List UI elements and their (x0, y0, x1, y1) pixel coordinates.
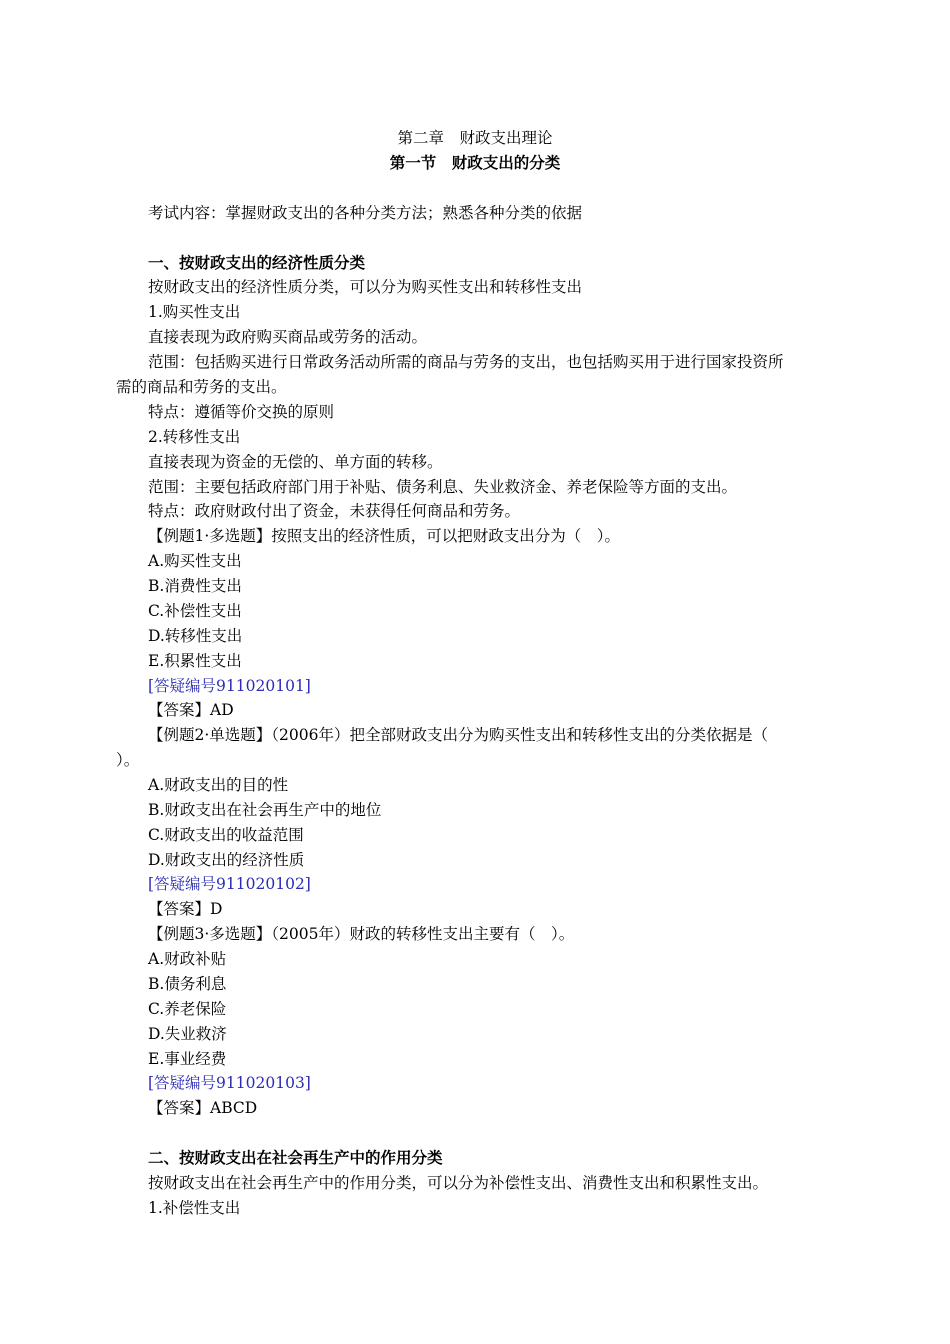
part1-intro: 按财政支出的经济性质分类，可以分为购买性支出和转移性支出 (148, 278, 583, 296)
part1-sub2-feature: 特点：政府财政付出了资金，未获得任何商品和劳务。 (148, 502, 521, 520)
part2-intro: 按财政支出在社会再生产中的作用分类，可以分为补偿性支出、消费性支出和积累性支出。 (148, 1174, 769, 1192)
q1-answer: 【答案】AD (148, 701, 234, 719)
part1-sub2-desc: 直接表现为资金的无偿的、单方面的转移。 (148, 453, 443, 471)
part2-sub1-title: 1.补偿性支出 (148, 1199, 241, 1217)
q2-option: D.财政支出的经济性质 (148, 851, 305, 869)
q2-option: B.财政支出在社会再生产中的地位 (148, 801, 382, 819)
q1-ref-link[interactable]: [答疑编号911020101] (148, 677, 311, 695)
q1-option: D.转移性支出 (148, 627, 243, 645)
q3-option: A.财政补贴 (148, 950, 227, 968)
part1-sub2-title: 2.转移性支出 (148, 428, 241, 446)
part1-sub1-title: 1.购买性支出 (148, 303, 241, 321)
q3-stem: 【例题3·多选题】（2005年）财政的转移性支出主要有（ ）。 (148, 925, 575, 943)
q3-option: C.养老保险 (148, 1000, 227, 1018)
part1-sub1-feature: 特点：遵循等价交换的原则 (148, 403, 335, 421)
part1-sub1-scope-cont: 需的商品和劳务的支出。 (116, 378, 287, 396)
q1-option: E.积累性支出 (148, 652, 242, 670)
q2-option: A.财政支出的目的性 (148, 776, 289, 794)
q2-answer: 【答案】D (148, 900, 223, 918)
q1-option: C.补偿性支出 (148, 602, 242, 620)
exam-content: 考试内容：掌握财政支出的各种分类方法；熟悉各种分类的依据 (148, 204, 583, 222)
q3-answer: 【答案】ABCD (148, 1099, 258, 1117)
part1-sub1-scope: 范围：包括购买进行日常政务活动所需的商品与劳务的支出，也包括购买用于进行国家投资所 (148, 353, 784, 371)
section-title: 第一节 财政支出的分类 (389, 154, 561, 172)
q1-stem: 【例题1·多选题】按照支出的经济性质，可以把财政支出分为（ ）。 (148, 527, 621, 545)
q2-ref-link[interactable]: [答疑编号911020102] (148, 875, 311, 893)
q2-stem-cont: ）。 (116, 751, 140, 769)
q3-option: B.债务利息 (148, 975, 227, 993)
part1-sub2-scope: 范围：主要包括政府部门用于补贴、债务利息、失业救济金、养老保险等方面的支出。 (148, 478, 738, 496)
part1-heading: 一、按财政支出的经济性质分类 (148, 254, 366, 272)
q2-stem: 【例题2·单选题】（2006年）把全部财政支出分为购买性支出和转移性支出的分类依据是（ (148, 726, 768, 744)
q1-option: A.购买性支出 (148, 552, 242, 570)
chapter-title: 第二章 财政支出理论 (397, 129, 553, 147)
q3-option: E.事业经费 (148, 1050, 227, 1068)
part2-heading: 二、按财政支出在社会再生产中的作用分类 (148, 1149, 443, 1167)
q1-option: B.消费性支出 (148, 577, 242, 595)
part1-sub1-desc: 直接表现为政府购买商品或劳务的活动。 (148, 328, 428, 346)
q3-ref-link[interactable]: [答疑编号911020103] (148, 1074, 311, 1092)
q3-option: D.失业救济 (148, 1025, 227, 1043)
q2-option: C.财政支出的收益范围 (148, 826, 304, 844)
